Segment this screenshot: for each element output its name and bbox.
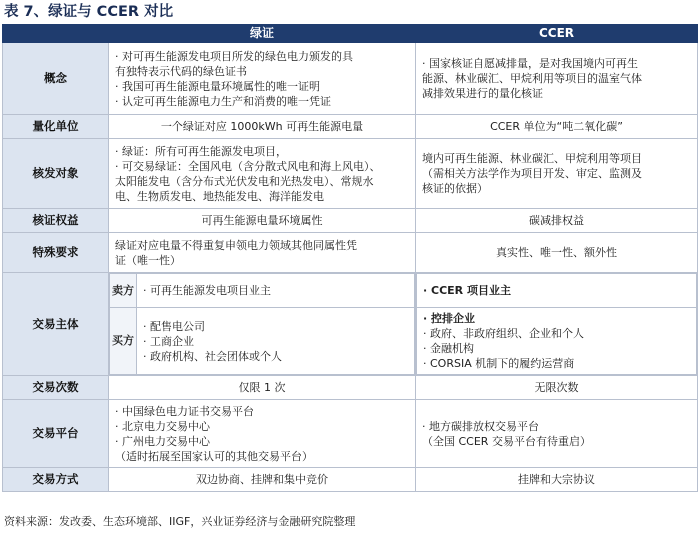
ccer-buyer-line-1: · 控排企业 (423, 312, 476, 325)
row-rights (3, 209, 698, 233)
rights-green: 可再生能源电量环境属性 (109, 209, 416, 233)
platform-green-line-2: · 北京电力交易中心 (115, 419, 210, 433)
green-buyer (137, 308, 415, 375)
times-ccer: 无限次数 (416, 376, 698, 400)
special-green (109, 233, 416, 273)
platform-ccer-line-1: · 地方碳排放权交易平台 (422, 419, 539, 433)
ccer-buyer-line-3: · 金融机构 (423, 342, 474, 355)
concept-ccer (416, 43, 698, 115)
row-platform (3, 400, 698, 468)
row-label-parties: 交易主体 (3, 273, 109, 376)
row-special (3, 233, 698, 273)
unit-green: 一个绿证对应 1000kWh 可再生能源电量 (109, 115, 416, 139)
concept-ccer-line-2: 能源、林业碳汇、甲烷利用等项目的温室气体 (422, 72, 642, 85)
ccer-buyer-line-2: · 政府、非政府组织、企业和个人 (423, 327, 584, 340)
buyer-label-green (110, 308, 137, 375)
green-seller: · 可再生能源发电项目业主 (137, 274, 415, 308)
concept-green (109, 43, 416, 115)
row-label-method: 交易方式 (3, 468, 109, 492)
concept-ccer-line-3: 减排效果进行的量化核证 (422, 87, 543, 100)
row-method (3, 468, 698, 492)
platform-ccer-line-2: （全国 CCER 交易平台有待重启） (422, 434, 591, 448)
row-label-times: 交易次数 (3, 376, 109, 400)
concept-green-line-3: · 我国可再生能源电量环境属性的唯一证明 (115, 79, 320, 93)
comparison-table (2, 24, 698, 492)
ccer-buyer (417, 308, 697, 375)
green-buyer-line-3: · 政府机构、社会团体或个人 (143, 349, 282, 363)
object-ccer (416, 139, 698, 209)
row-label-unit: 量化单位 (3, 115, 109, 139)
row-object (3, 139, 698, 209)
platform-ccer (416, 400, 698, 468)
table-header-row (3, 25, 698, 43)
concept-ccer-line-1: · 国家核证自愿减排量，是对我国境内可再生 (422, 57, 638, 70)
green-buyer-line-2: · 工商企业 (143, 334, 194, 348)
method-green: 双边协商、挂牌和集中竞价 (109, 468, 416, 492)
parties-green-subtable (109, 273, 415, 375)
object-green-line-3: 太阳能发电（含分布式光伏发电和光热发电）、常规水 (115, 174, 374, 188)
row-label-concept: 概念 (3, 43, 109, 115)
object-ccer-line-3: 核证的依据） (422, 182, 488, 195)
green-buyer-line-1: · 配售电公司 (143, 319, 205, 333)
object-green-line-2: · 可交易绿证：全国风电（含分散式风电和海上风电）、 (115, 159, 381, 173)
row-concept (3, 43, 698, 115)
object-ccer-line-2: （需相关方法学作为项目开发、审定、监测及 (422, 167, 642, 180)
source-note: 资料来源：发改委、生态环境部、IIGF，兴业证券经济与金融研究院整理 (4, 515, 356, 528)
special-green-line-1: 绿证对应电量不得重复申领电力领域其他同属性凭 (115, 238, 357, 252)
seller-label-text: 卖方 (112, 283, 134, 297)
header-blank (3, 25, 109, 43)
row-label-special: 特殊要求 (3, 233, 109, 273)
special-ccer: 真实性、唯一性、额外性 (416, 233, 698, 273)
parties-green (109, 273, 416, 376)
platform-green-line-3: · 广州电力交易中心 (115, 434, 210, 448)
parties-ccer-subtable (416, 273, 697, 375)
buyer-label-text: 买方 (112, 334, 134, 347)
row-label-rights: 核证权益 (3, 209, 109, 233)
unit-ccer: CCER 单位为“吨二氧化碳” (416, 115, 698, 139)
row-label-object: 核发对象 (3, 139, 109, 209)
object-green-line-1: · 绿证：所有可再生能源发电项目， (115, 144, 287, 158)
seller-label-green (110, 274, 137, 308)
parties-ccer (416, 273, 698, 376)
table-title: 表 7、绿证与 CCER 对比 (4, 4, 174, 20)
row-unit (3, 115, 698, 139)
platform-green-line-4: （适时拓展至国家认可的其他交易平台） (115, 449, 313, 463)
row-parties (3, 273, 698, 376)
object-ccer-line-1: 境内可再生能源、林业碳汇、甲烷利用等项目 (422, 152, 642, 165)
ccer-seller: · CCER 项目业主 (417, 274, 697, 308)
platform-green-line-1: · 中国绿色电力证书交易平台 (115, 404, 254, 418)
platform-green (109, 400, 416, 468)
method-ccer: 挂牌和大宗协议 (416, 468, 698, 492)
row-times (3, 376, 698, 400)
row-label-platform: 交易平台 (3, 400, 109, 468)
header-green-cert: 绿证 (109, 25, 416, 43)
concept-green-line-1: · 对可再生能源发电项目所发的绿色电力颁发的具 (115, 49, 353, 63)
concept-green-line-4: · 认定可再生能源电力生产和消费的唯一凭证 (115, 94, 331, 108)
rights-ccer: 碳减排权益 (416, 209, 698, 233)
object-green (109, 139, 416, 209)
header-ccer: CCER (416, 25, 698, 43)
special-green-line-2: 证（唯一性） (115, 253, 181, 267)
object-green-line-4: 电、生物质发电、地热能发电、海洋能发电 (115, 189, 324, 203)
ccer-buyer-line-4: · CORSIA 机制下的履约运营商 (423, 357, 575, 370)
times-green: 仅限 1 次 (109, 376, 416, 400)
concept-green-line-2: 有独特表示代码的绿色证书 (115, 64, 247, 78)
